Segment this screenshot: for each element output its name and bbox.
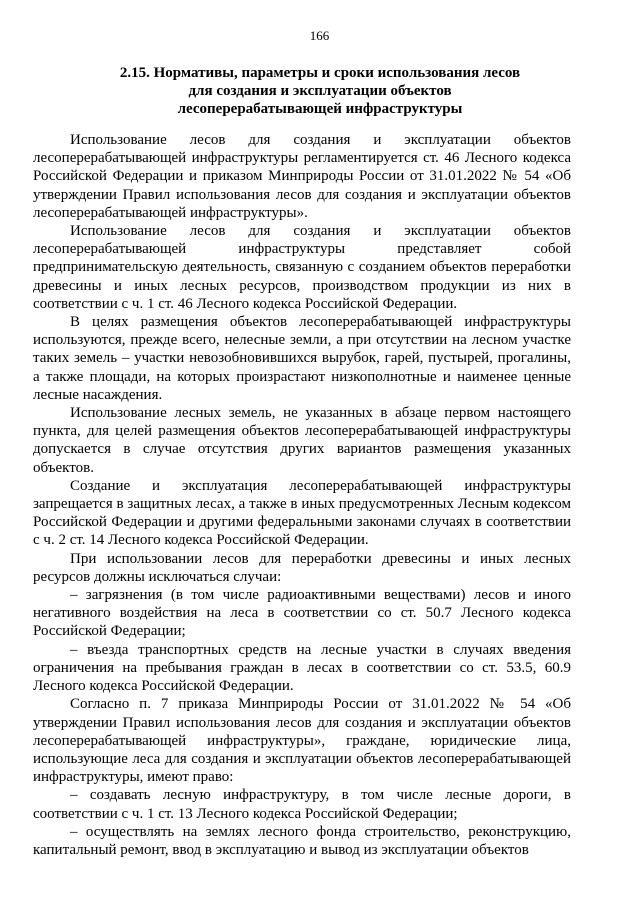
paragraph-land-use-priority: В целях размещения объектов лесоперерабатывающей инфраструктуры используются, прежде всего, нелесные земли, а при отсутствии на лесном участке таких земель – участки невозобновившихся вырубок, гарей, пустырей, прогалины, а также площади, на которых произрастают низкополнотные и наименее ценные лесные насаждения. — [33, 314, 571, 403]
page-number: 166 — [309, 28, 330, 43]
section-heading-line-2: для создания и эксплуатации объектов — [188, 83, 452, 99]
paragraph-forest-land-use: Использование лесных земель, не указанных в абзаце первом настоящего пункта, для целей размещения объектов лесоперерабатывающей инфраструктуры допускается в случае отсутствия других вариантов размещения указанных объектов. — [33, 405, 571, 476]
list-item-vehicle-entry: – въезда транспортных средств на лесные участки в случаях введения ограничения на пребывания граждан в лесах в соответствии со ст. 53.5, 60.9 Лесного кодекса Российской Федерации. — [33, 641, 571, 695]
list-item-construction: – осуществлять на землях лесного фонда строительство, реконструкцию, капитальный ремонт, ввод в эксплуатацию и вывод из эксплуатации объектов — [33, 823, 571, 858]
paragraph-protective-forests: Создание и эксплуатация лесоперерабатывающей инфраструктуры запрещается в защитных лесах, а также в иных предусмотренных Лесным кодексом Российской Федерации и другими федеральными законами случаях в соответствии с ч. 2 ст. 14 Лесного кодекса Российской Федерации. — [33, 477, 571, 549]
list-item-create-infrastructure: – создавать лесную инфраструктуру, в том числе лесные дороги, в соответствии с ч. 1 ст. 13 Лесного кодекса Российской Федерации; — [33, 787, 571, 822]
paragraph-legal-basis: Использование лесов для создания и эксплуатации объектов лесоперерабатывающей инфраструктуры регламентируется ст. 46 Лесного кодекса Российской Федерации и приказом Минприроды России от 31.01.2022 № 54 «Об утверждении Правил использования лесов для создания и эксплуатации объектов лесоперерабатывающей инфраструктуры». — [33, 132, 571, 221]
list-item-pollution: – загрязнения (в том числе радиоактивными веществами) лесов и иного негативного воздействия на леса в соответствии со ст. 50.7 Лесного кодекса Российской Федерации; — [33, 587, 571, 640]
section-heading-line-1: 2.15. Нормативы, параметры и сроки использования лесов — [119, 65, 521, 81]
paragraph-business-activity: Использование лесов для создания и эксплуатации объектов лесоперерабатывающей инфраструктуры представляет собой предпринимательскую деятельность, связанную с созданием объектов переработки древесины и иных лесных ресурсов, производством продукции из них в соответствии с ч. 1 ст. 46 Лесного кодекса Российской Федерации. — [33, 223, 571, 312]
paragraph-excluded-cases-intro: При использовании лесов для переработки древесины и иных лесных ресурсов должны исключаться случаи: — [33, 550, 571, 585]
body-text — [33, 131, 571, 859]
section-heading-line-3: лесоперерабатывающей инфраструктуры — [177, 101, 463, 117]
section-heading — [60, 64, 580, 118]
paragraph-rights-intro: Согласно п. 7 приказа Минприроды России от 31.01.2022 № 54 «Об утверждении Правил использования лесов для создания и эксплуатации объектов лесоперерабатывающей инфраструктуры», граждане, юридические лица, использующие леса для создания и эксплуатации объектов лесоперерабатывающей инфраструктуры, имеют право: — [33, 696, 571, 786]
